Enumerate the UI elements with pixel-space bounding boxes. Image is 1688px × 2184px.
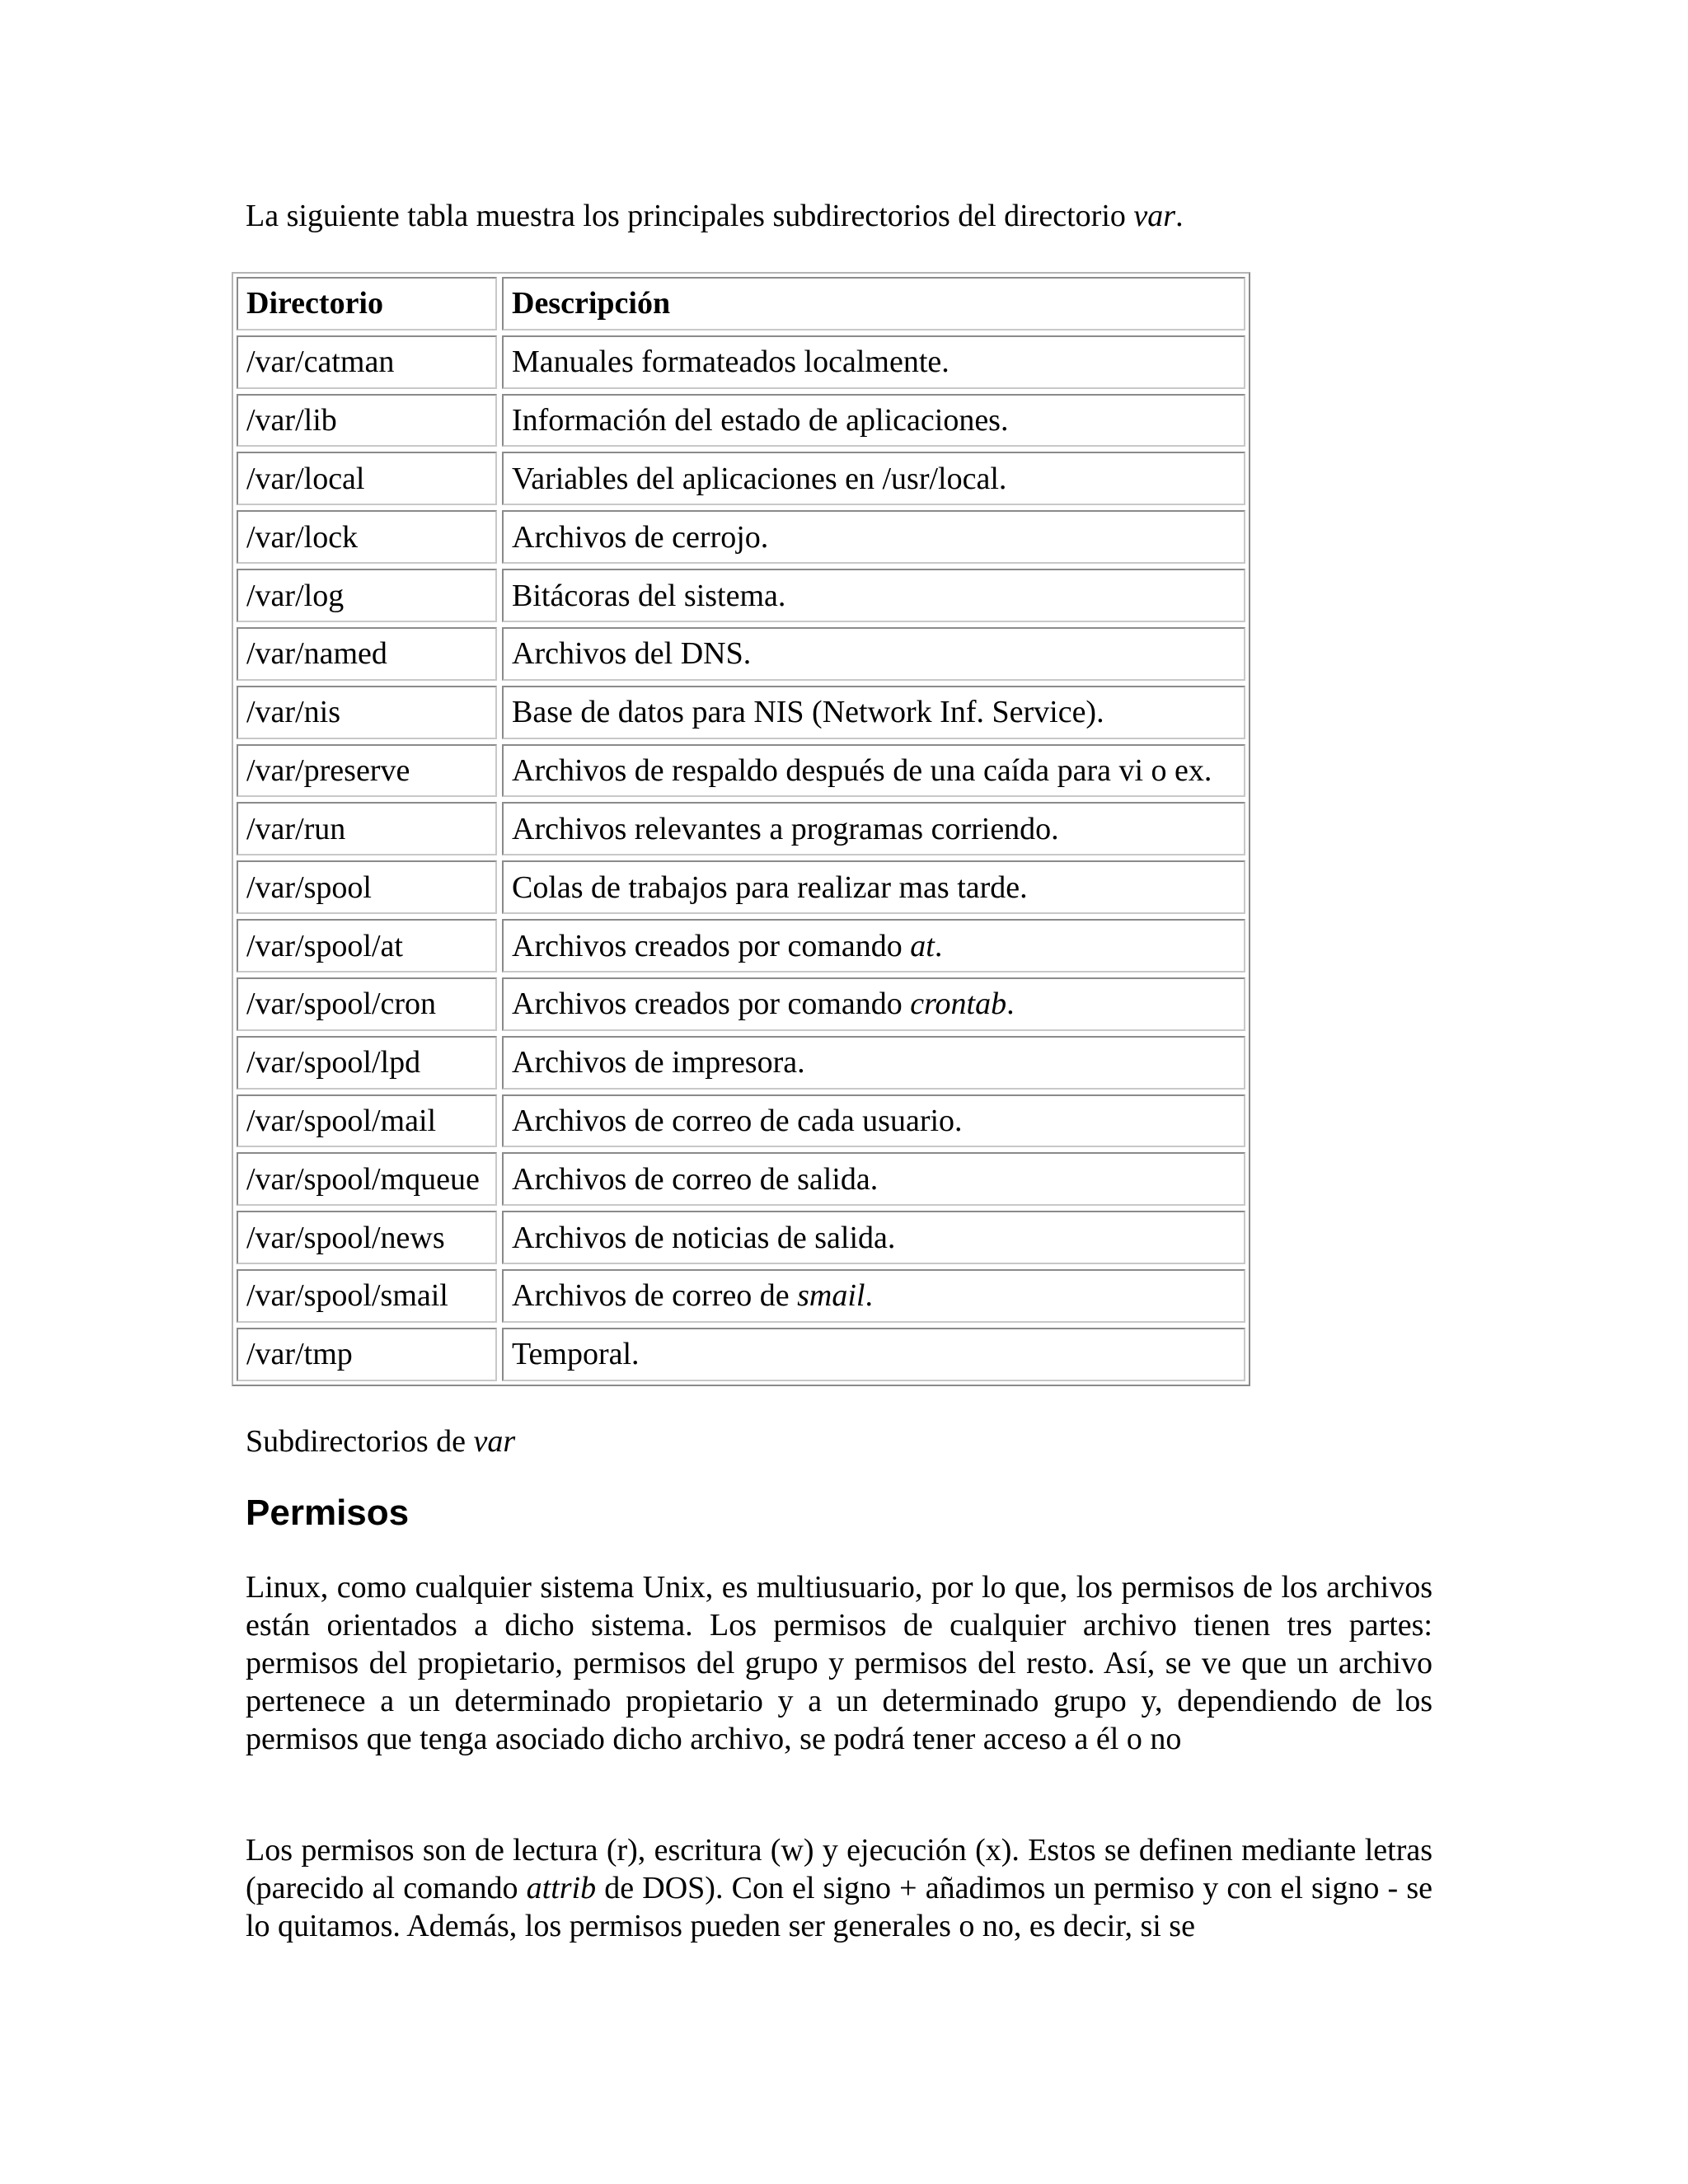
directory-cell: /var/log	[237, 569, 497, 622]
table-row	[237, 860, 1245, 914]
directory-cell: /var/spool/at	[237, 919, 497, 972]
table-row	[237, 1328, 1245, 1381]
description-cell: Variables del aplicaciones en /usr/local.	[502, 452, 1245, 505]
table-row	[237, 627, 1245, 681]
description-cell: Archivos de impresora.	[502, 1036, 1245, 1090]
directory-cell: /var/spool/smail	[237, 1269, 497, 1323]
description-cell: Archivos relevantes a programas corriendo.	[502, 802, 1245, 855]
table-row	[237, 569, 1245, 622]
header-descripcion: Descripción	[502, 277, 1245, 330]
directory-cell: /var/preserve	[237, 744, 497, 798]
description-cell: Colas de trabajos para realizar mas tarde.	[502, 860, 1245, 914]
description-cell: Temporal.	[502, 1328, 1245, 1381]
intro-text: La siguiente tabla muestra los principales subdirectorios del directorio var.	[246, 199, 1184, 233]
table-row	[237, 1036, 1245, 1090]
directory-cell: /var/tmp	[237, 1328, 497, 1381]
directory-cell: /var/catman	[237, 335, 497, 389]
description-cell: Archivos de cerrojo.	[502, 510, 1245, 564]
table-row	[237, 394, 1245, 448]
directory-cell: /var/spool/mqueue	[237, 1152, 497, 1206]
directory-cell: /var/spool/mail	[237, 1094, 497, 1148]
directory-cell: /var/named	[237, 627, 497, 681]
directory-cell: /var/spool	[237, 860, 497, 914]
description-cell: Manuales formateados localmente.	[502, 335, 1245, 389]
directory-cell: /var/run	[237, 802, 497, 855]
table-row	[237, 802, 1245, 855]
description-cell: Archivos creados por comando crontab.	[502, 977, 1245, 1031]
paragraph-permisos-2: Los permisos son de lectura (r), escritura (w) y ejecución (x). Estos se definen mediante letras (parecido al comando attrib de DOS). Con el signo + añadimos un permiso y con el signo - se lo quitamos. Además, los permisos pueden ser generales o no, es decir, si se	[246, 1833, 1432, 1943]
table-row	[237, 1211, 1245, 1264]
description-cell: Base de datos para NIS (Network Inf. Service).	[502, 686, 1245, 739]
description-cell: Información del estado de aplicaciones.	[502, 394, 1245, 448]
description-cell: Archivos de correo de smail.	[502, 1269, 1245, 1323]
table-row	[237, 452, 1245, 505]
directory-cell: /var/lock	[237, 510, 497, 564]
var-subdirectories-table	[232, 272, 1250, 1386]
table-row	[237, 1269, 1245, 1323]
table-caption: Subdirectorios de var	[246, 1424, 516, 1459]
table-row	[237, 686, 1245, 739]
description-cell: Bitácoras del sistema.	[502, 569, 1245, 622]
table-row	[237, 1094, 1245, 1148]
header-directorio: Directorio	[237, 277, 497, 330]
directory-cell: /var/spool/cron	[237, 977, 497, 1031]
directory-cell: /var/lib	[237, 394, 497, 448]
paragraph-permisos-1: Linux, como cualquier sistema Unix, es multiusuario, por lo que, los permisos de los archivos están orientados a dicho sistema. Los permisos de cualquier archivo tienen tres partes: permisos del propietario, permisos del grupo y permisos del resto. Así, se ve que un archivo pertenece a un determinado propietario y a un determinado grupo y, dependiendo de los permisos que tenga asociado dicho archivo, se podrá tener acceso a él o no	[246, 1570, 1432, 1756]
table-header-row	[237, 277, 1245, 330]
table-row	[237, 335, 1245, 389]
table-row	[237, 510, 1245, 564]
directory-cell: /var/local	[237, 452, 497, 505]
description-cell: Archivos de noticias de salida.	[502, 1211, 1245, 1264]
description-cell: Archivos creados por comando at.	[502, 919, 1245, 972]
table-row	[237, 744, 1245, 798]
table-row	[237, 919, 1245, 972]
description-cell: Archivos de correo de cada usuario.	[502, 1094, 1245, 1148]
table-row	[237, 977, 1245, 1031]
table-row	[237, 1152, 1245, 1206]
description-cell: Archivos de respaldo después de una caída para vi o ex.	[502, 744, 1245, 798]
directory-cell: /var/nis	[237, 686, 497, 739]
directory-cell: /var/spool/news	[237, 1211, 497, 1264]
directory-cell: /var/spool/lpd	[237, 1036, 497, 1090]
section-title: Permisos	[246, 1493, 410, 1533]
description-cell: Archivos de correo de salida.	[502, 1152, 1245, 1206]
description-cell: Archivos del DNS.	[502, 627, 1245, 681]
